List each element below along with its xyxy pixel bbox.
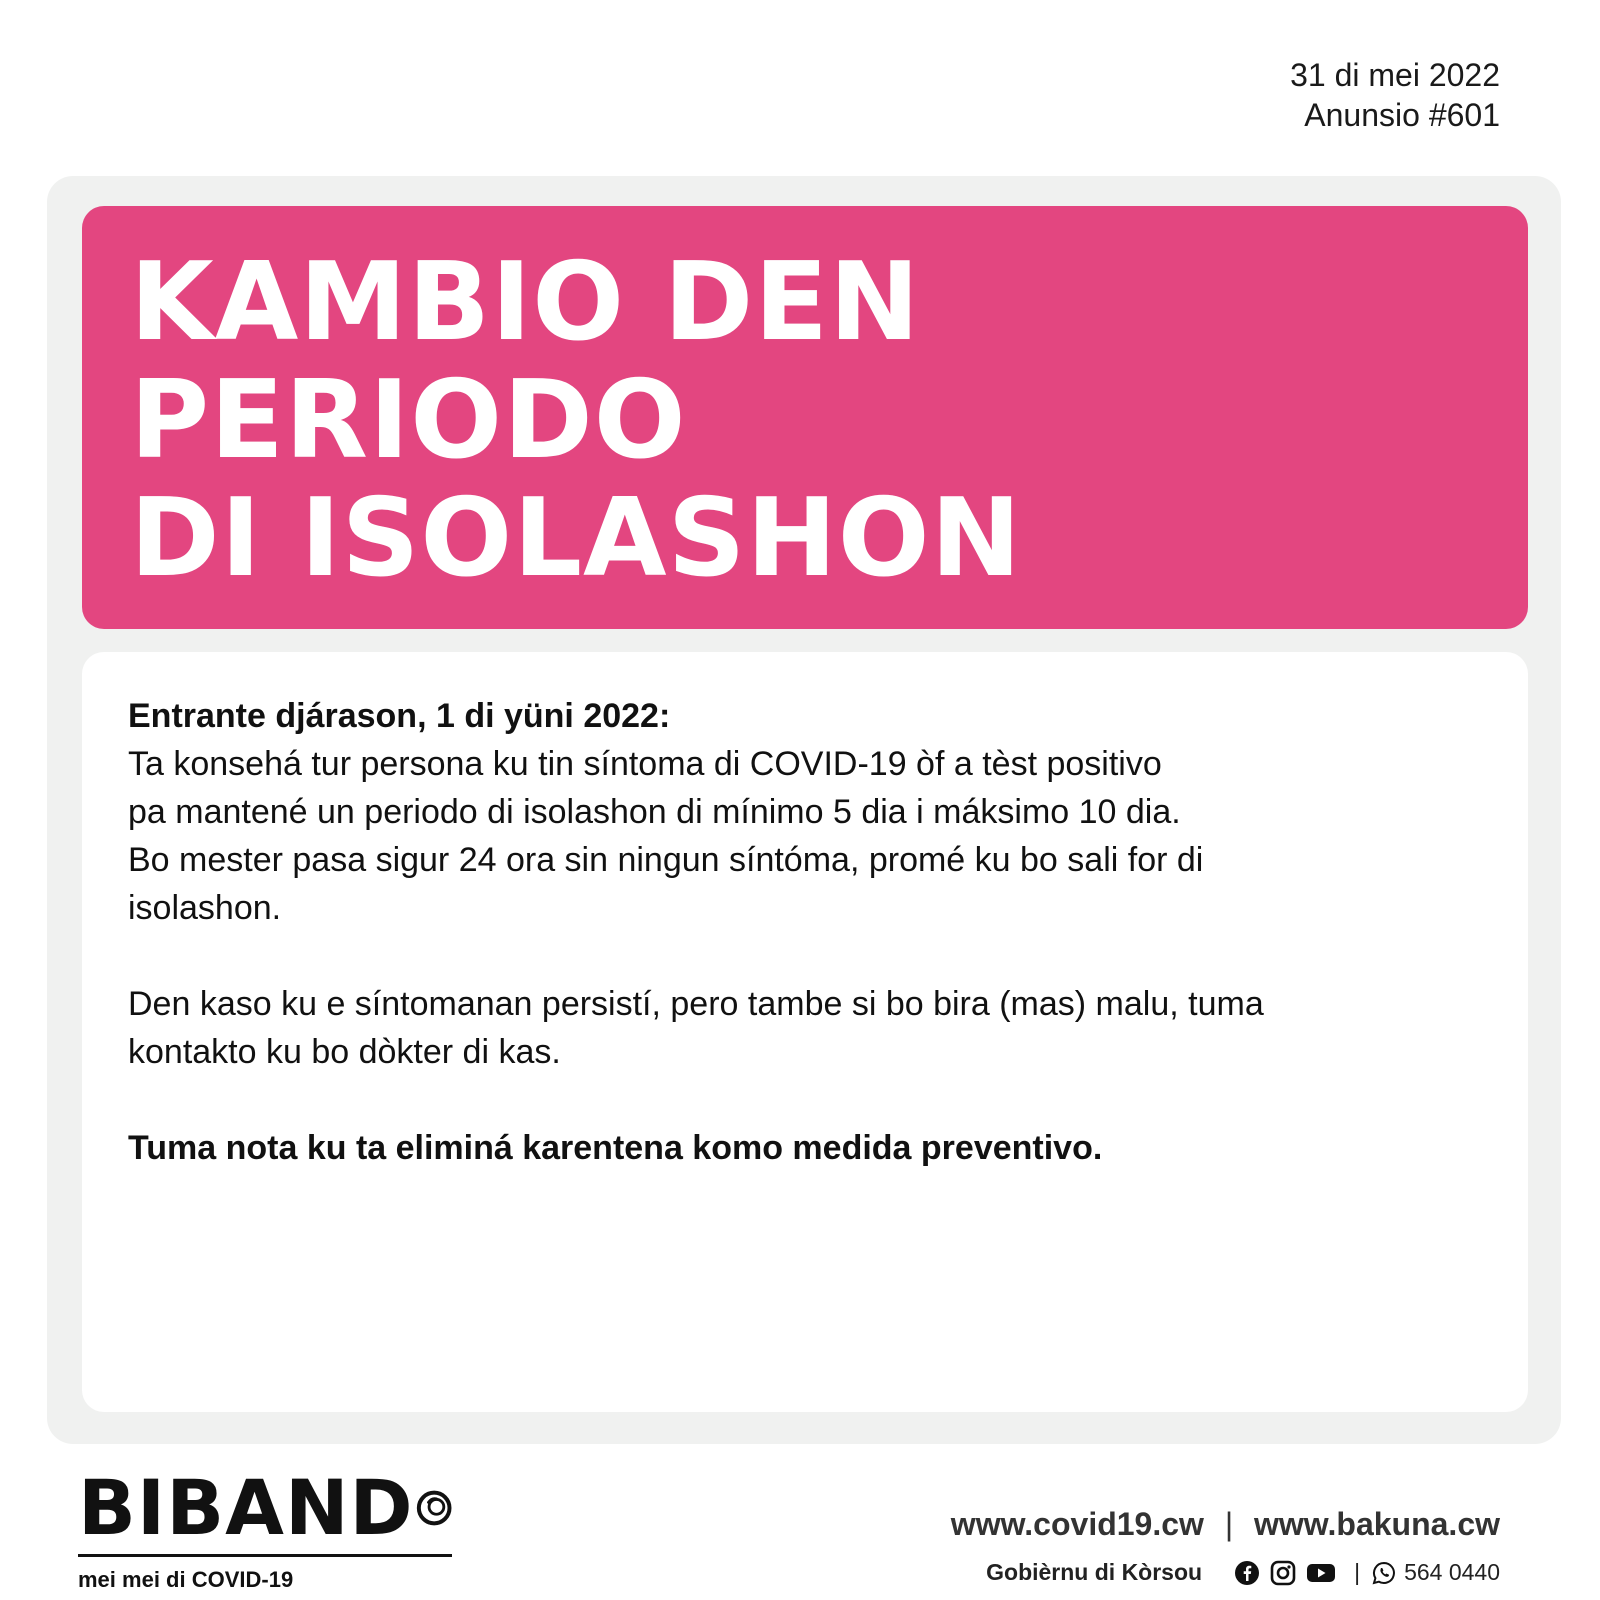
headline-line-1: KAMBIO DEN PERIODO [130,240,921,483]
brand-divider [78,1554,452,1557]
bibando-logo [78,1463,452,1593]
government-name: Gobièrnu di Kòrsou [986,1559,1203,1585]
footer-websites [951,1506,1500,1543]
announcement-meta [1290,55,1500,135]
footer [951,1506,1500,1586]
quarantine-note: Tuma nota ku ta eliminá karentena komo medida preventivo. [128,1129,1103,1167]
footer-separator: | [1224,1506,1234,1542]
brand-tagline: mei mei di COVID-19 [78,1567,294,1592]
instagram-icon[interactable] [1270,1560,1296,1586]
brand-wordmark: BIBAND [78,1468,452,1548]
isolation-guidance: Ta konsehá tur persona ku tin síntoma di COVID-19 òf a tèst positivo pa mantené un periodo di isolashon di mínimo 5 dia i máksimo 10 dia. Bo mester pasa sigur 24 ora sin ningun síntóma, promé ku bo sali for di isolashon. [128,745,1204,927]
website-link-covid19[interactable]: www.covid19.cw [950,1506,1204,1542]
announcement-date: 31 di mei 2022 [1290,57,1500,93]
announcement-body [82,652,1528,1412]
whatsapp-phone[interactable]: 564 0440 [1404,1559,1500,1585]
announcement-number: Anunsio #601 [1304,97,1500,133]
effective-date-lead: Entrante djárason, 1 di yüni 2022: [128,697,671,735]
symptoms-guidance: Den kaso ku e síntomanan persistí, pero tambe si bo bira (mas) malu, tuma kontakto ku bo dòkter di kas. [128,985,1264,1071]
headline-line-2: DI ISOLASHON [130,476,1022,601]
footer-separator-2: | [1354,1559,1361,1585]
brand-o-icon [416,1476,452,1540]
facebook-icon[interactable] [1234,1560,1260,1586]
footer-contact-row [951,1559,1500,1586]
headline [130,240,1488,601]
youtube-icon[interactable] [1306,1560,1336,1586]
whatsapp-icon [1372,1561,1396,1585]
headline-banner [82,206,1528,629]
website-link-bakuna[interactable]: www.bakuna.cw [1254,1506,1500,1542]
